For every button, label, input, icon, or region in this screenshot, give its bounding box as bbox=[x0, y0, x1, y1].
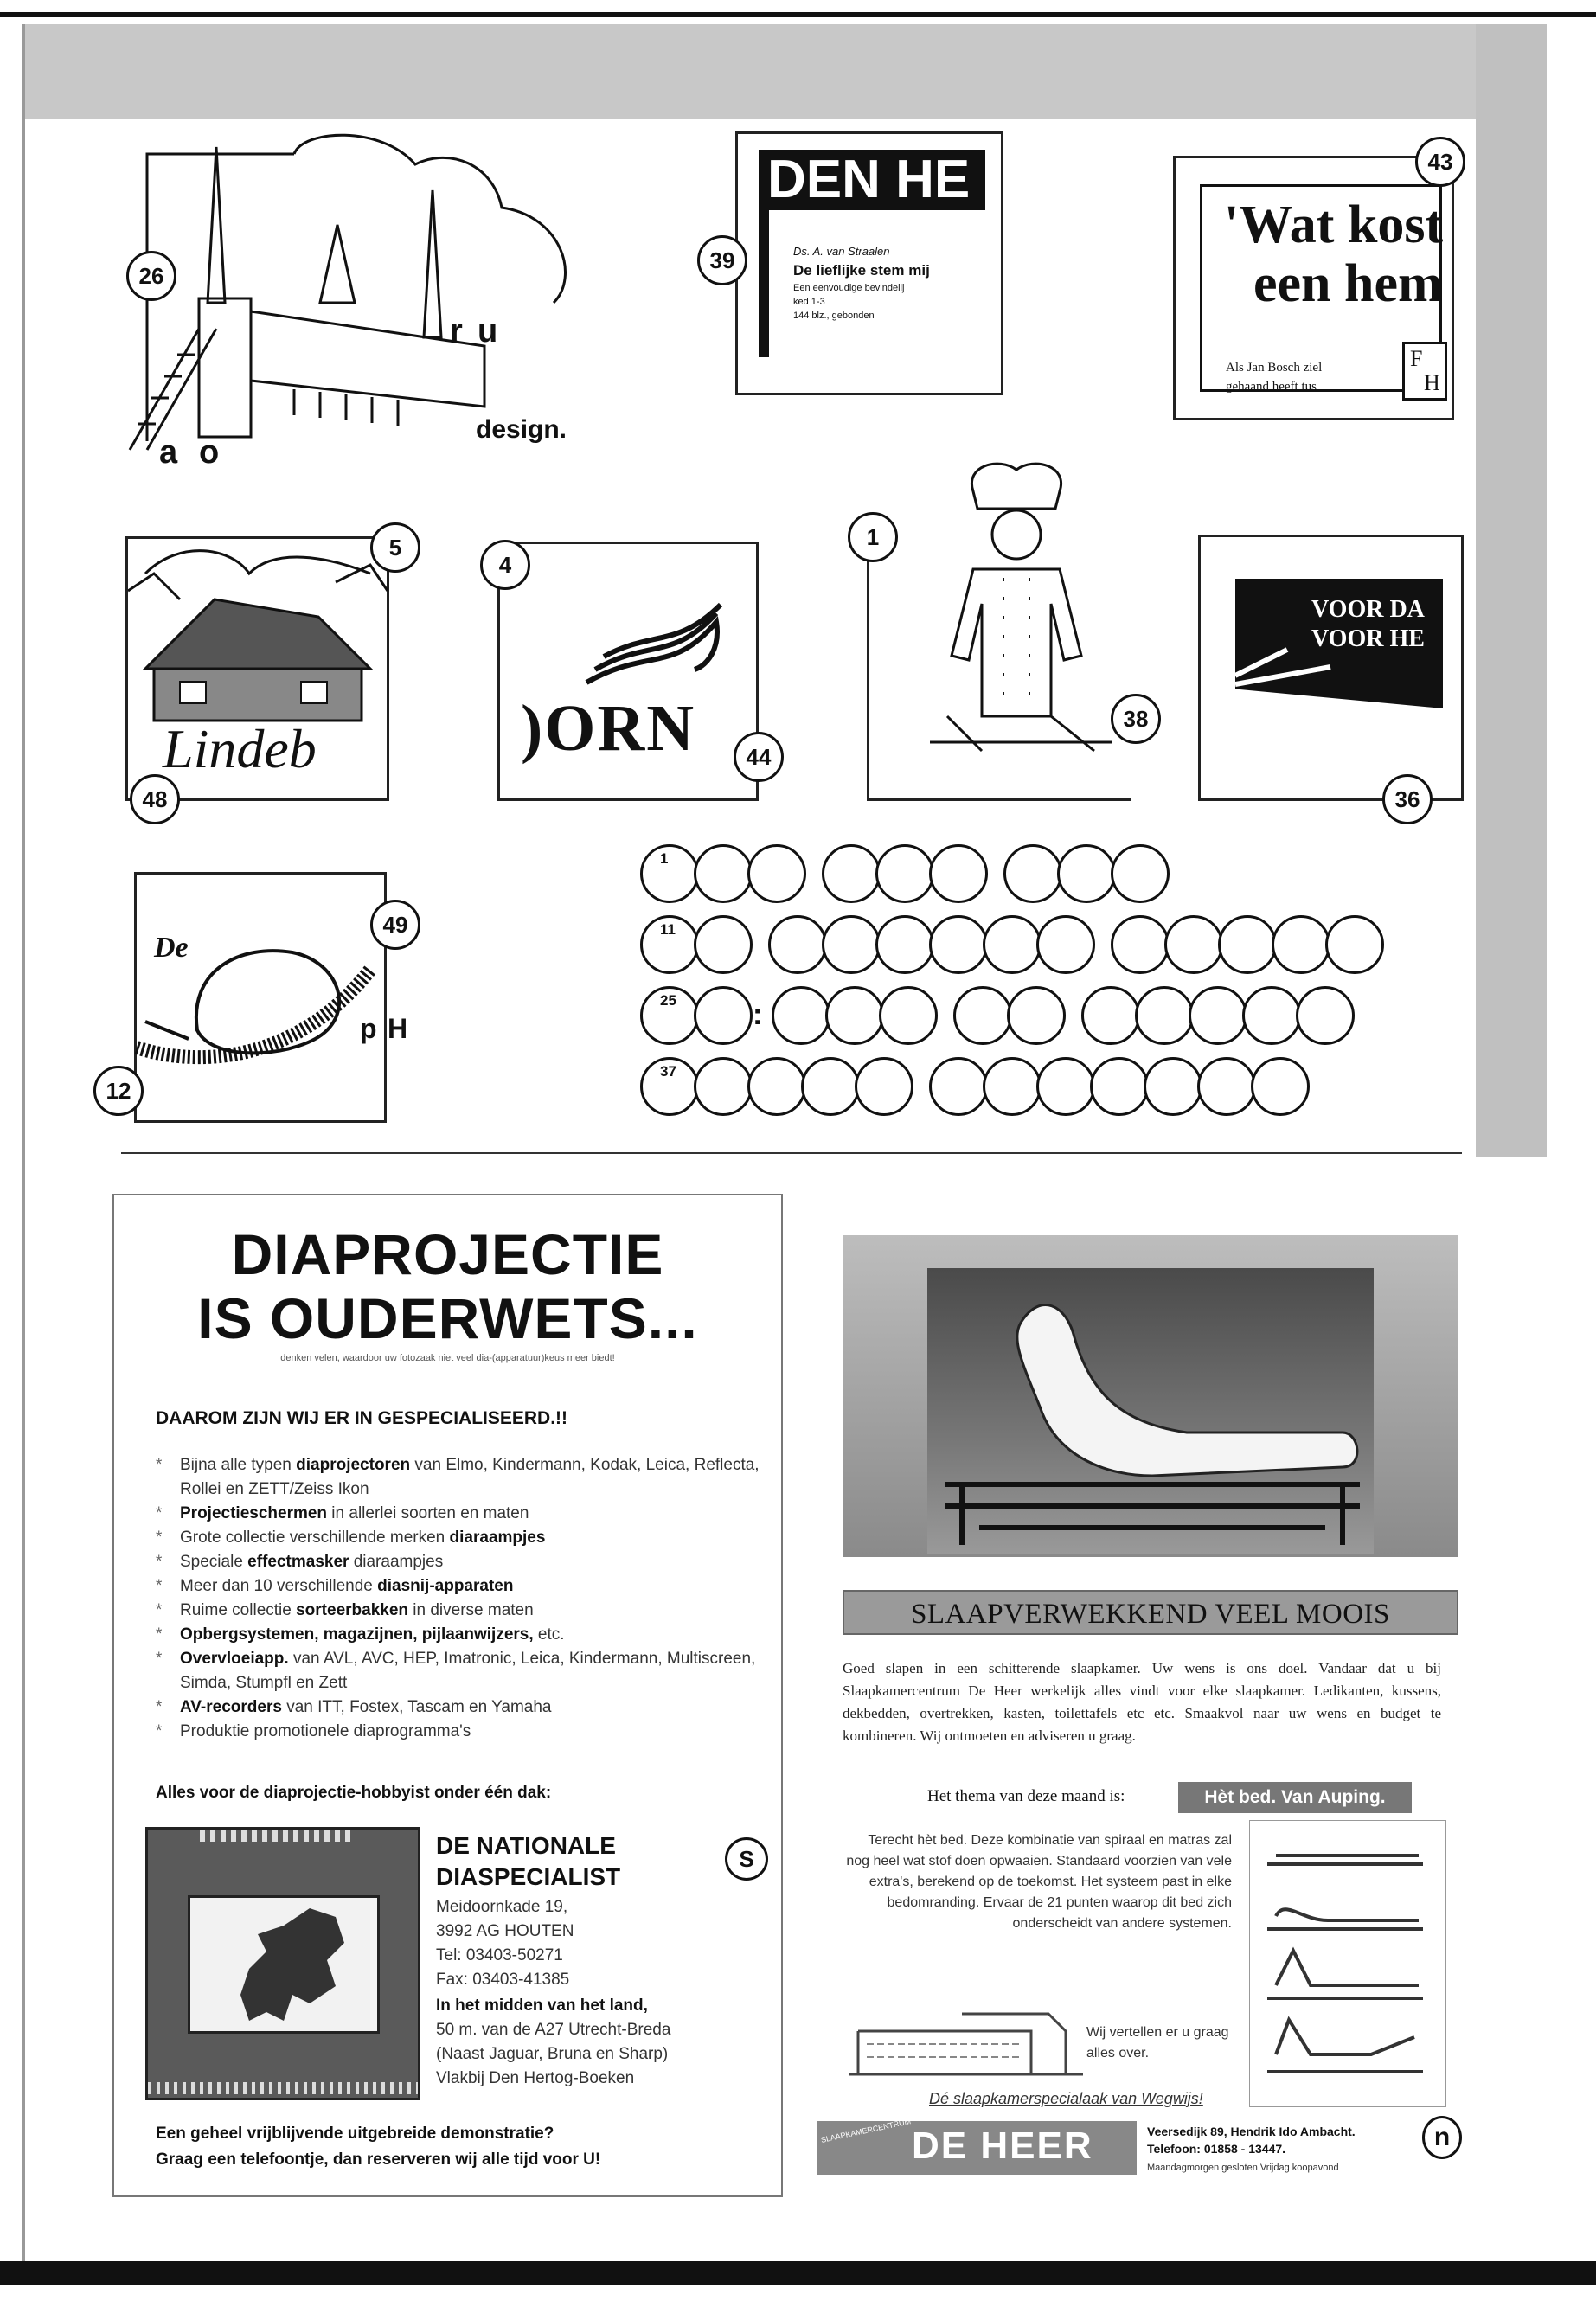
clue-number-36: 36 bbox=[1382, 774, 1433, 824]
answer-cell[interactable] bbox=[1251, 1057, 1310, 1116]
answer-start-number: 1 bbox=[660, 850, 669, 867]
clue-number-48: 48 bbox=[130, 774, 180, 824]
top-band bbox=[24, 24, 1547, 119]
clue-number-44: 44 bbox=[734, 732, 784, 782]
clue-number-49: 49 bbox=[370, 900, 420, 950]
body-paragraph: Terecht hèt bed. Deze kombinatie van spiraal en matras zal nog heel wat stof doen opwaaien. Standaard voorzien van vele extra's, berekend op de toekomst. Het systeem past in elke bedomranding. Ervaar de 21 punten waarop dit bed zich onderscheidt van andere systemen. bbox=[846, 1833, 1232, 1931]
logo-text-u: u bbox=[478, 313, 498, 349]
store-building-illustration bbox=[841, 2005, 1092, 2083]
answer-start-number: 25 bbox=[660, 992, 676, 1009]
logo-text-r: r bbox=[450, 313, 463, 349]
answer-grid bbox=[640, 844, 1471, 1138]
banner-line-1: VOOR DA bbox=[1311, 596, 1425, 623]
answer-cell[interactable] bbox=[1296, 986, 1355, 1045]
answer-cell[interactable] bbox=[640, 844, 699, 903]
bullet-keyword: Opbergsystemen, magazijnen, pijlaanwijzers, bbox=[180, 1625, 534, 1644]
answer-cell[interactable] bbox=[1036, 1057, 1095, 1116]
top-rule bbox=[0, 12, 1596, 17]
logo-text-p: p bbox=[360, 1013, 377, 1044]
answer-cell[interactable] bbox=[1057, 844, 1116, 903]
answer-cell[interactable] bbox=[822, 844, 881, 903]
clue-tile-43 bbox=[1173, 156, 1454, 420]
book-desc-2: ked 1-3 bbox=[793, 297, 825, 307]
book-banner: DEN HE bbox=[759, 150, 985, 210]
logo-small-text: SLAAPKAMERCENTRUM bbox=[820, 2117, 912, 2144]
answer-cell[interactable] bbox=[640, 915, 699, 974]
answer-cell[interactable] bbox=[1003, 844, 1062, 903]
answer-cell[interactable] bbox=[953, 986, 1012, 1045]
closing-line: Wij vertellen er u graag alles over. bbox=[1086, 2025, 1229, 2061]
address-tel: Tel: 03403-50271 bbox=[436, 1946, 563, 1965]
ad-tagline: denken velen, waardoor uw fotozaak niet veel dia-(apparatuur)keus meer biedt! bbox=[280, 1353, 615, 1363]
hobby-line: Alles voor de diaprojectie-hobbyist onder één dak: bbox=[156, 1784, 552, 1802]
slide-strip-top bbox=[200, 1830, 356, 1842]
answer-cell[interactable] bbox=[772, 986, 830, 1045]
bullet-list bbox=[121, 1453, 761, 1744]
answer-start-number: 11 bbox=[660, 921, 676, 938]
answer-cell[interactable] bbox=[1007, 986, 1066, 1045]
clue-number-43: 43 bbox=[1415, 137, 1465, 187]
answer-cell[interactable] bbox=[1189, 986, 1247, 1045]
logo-text-de: De bbox=[154, 932, 189, 964]
answer-cell[interactable] bbox=[747, 1057, 806, 1116]
clue-tile-36 bbox=[1198, 535, 1464, 801]
slogan-banner bbox=[843, 1590, 1458, 1635]
bullet-text: Ruime collectie bbox=[180, 1601, 297, 1619]
answer-cell[interactable] bbox=[1242, 986, 1301, 1045]
bullet-item bbox=[121, 1526, 761, 1550]
bullet-item bbox=[121, 1574, 761, 1599]
answer-cell[interactable] bbox=[1218, 915, 1277, 974]
location-line-1: 50 m. van de A27 Utrecht-Breda bbox=[436, 2021, 671, 2039]
bullet-item bbox=[121, 1453, 761, 1502]
bullet-text: Bijna alle typen bbox=[180, 1456, 297, 1474]
location-line-2: (Naast Jaguar, Bruna en Sharp) bbox=[436, 2045, 669, 2063]
slogan-banner-text: SLAAPVERWEKKEND VEEL MOOIS bbox=[911, 1599, 1390, 1630]
logo-text-o: o bbox=[199, 434, 220, 471]
answer-cell[interactable] bbox=[694, 844, 753, 903]
headline-line-1: 'Wat kost bbox=[1224, 195, 1444, 254]
bullet-item bbox=[121, 1502, 761, 1526]
bullet-keyword: diaprojectoren bbox=[296, 1456, 411, 1474]
answer-cell[interactable] bbox=[1111, 915, 1170, 974]
bullet-keyword: effectmasker bbox=[247, 1553, 349, 1571]
answer-cell[interactable] bbox=[768, 915, 827, 974]
chef-illustration bbox=[913, 457, 1120, 785]
answer-cell[interactable] bbox=[879, 986, 938, 1045]
clue-number-4: 4 bbox=[480, 540, 530, 590]
clue-number-1: 1 bbox=[848, 512, 898, 562]
bullet-item bbox=[121, 1623, 761, 1647]
slide-strip-bottom bbox=[148, 2082, 418, 2094]
clue-number-12: 12 bbox=[93, 1066, 144, 1116]
answer-cell[interactable] bbox=[694, 1057, 753, 1116]
auping-bed-illustration bbox=[927, 1268, 1374, 1554]
bullet-item bbox=[121, 1599, 761, 1623]
answer-cell[interactable] bbox=[875, 844, 934, 903]
clue-number-26: 26 bbox=[126, 251, 176, 301]
footer-line-2: Graag een telefoontje, dan reserveren wij alle tijd voor U! bbox=[156, 2150, 601, 2169]
answer-cell[interactable] bbox=[747, 844, 806, 903]
answer-cell[interactable] bbox=[694, 986, 753, 1045]
answer-cell[interactable] bbox=[983, 915, 1042, 974]
address-city: 3992 AG HOUTEN bbox=[436, 1922, 574, 1940]
right-grey-strip bbox=[1476, 24, 1547, 1157]
answer-cell[interactable] bbox=[855, 1057, 913, 1116]
slide-frame-image bbox=[145, 1827, 420, 2100]
bullet-text: in diverse maten bbox=[408, 1601, 534, 1619]
intro-paragraph: Goed slapen in een schitterende slaapkamer. Uw wens is ons doel. Vandaar dat u bij Slaapkamercentrum De Heer werkelijk alles vindt voor elke slaapkamer. Ledikanten, kussens, dekbedden, overtrekken, kasten, toilettafels etc etc. Smaakvol naar uw wens en budget te kombineren. Wij ontmoeten en adviseren u graag. bbox=[843, 1660, 1441, 1744]
clue-tile-4-44 bbox=[497, 542, 759, 801]
theme-badge: Hèt bed. Van Auping. bbox=[1178, 1782, 1412, 1813]
logo-text-h: H bbox=[388, 1013, 408, 1044]
answer-cell[interactable] bbox=[929, 1057, 988, 1116]
clue-tile-26 bbox=[121, 130, 588, 476]
location-bold: In het midden van het land, bbox=[436, 1997, 648, 2015]
book-title: De lieflijke stem mij bbox=[793, 262, 930, 279]
store-address: Veersedijk 89, Hendrik Ido Ambacht. bbox=[1147, 2125, 1356, 2138]
bullet-item bbox=[121, 1647, 761, 1695]
farmhouse-illustration bbox=[128, 539, 388, 729]
answer-cell[interactable] bbox=[983, 1057, 1042, 1116]
bed-position-icons bbox=[1250, 1821, 1445, 2106]
store-slogan: Dé slaapkamerspecialaak van Wegwijs! bbox=[929, 2090, 1203, 2107]
bullet-text: etc. bbox=[533, 1625, 565, 1644]
answer-cell[interactable] bbox=[1325, 915, 1384, 974]
clue-number-5: 5 bbox=[370, 522, 420, 573]
answer-cell[interactable] bbox=[640, 986, 699, 1045]
bullet-text: Meer dan 10 verschillende bbox=[180, 1577, 378, 1595]
answer-cell[interactable] bbox=[929, 844, 988, 903]
book-pages: 144 blz., gebonden bbox=[793, 311, 875, 321]
bed-positions-panel bbox=[1249, 1820, 1446, 2107]
bullet-text: Speciale bbox=[180, 1553, 248, 1571]
clue-number-39: 39 bbox=[697, 235, 747, 285]
answer-cell[interactable] bbox=[1111, 844, 1170, 903]
monogram-h: H bbox=[1424, 370, 1440, 395]
book-desc: Een eenvoudige bevindelij bbox=[793, 283, 905, 293]
ad-subheading: DAAROM ZIJN WIJ ER IN GESPECIALISEERD.!! bbox=[156, 1408, 568, 1428]
theme-label: Het thema van deze maand is: bbox=[927, 1787, 1125, 1805]
bullet-text: in allerlei soorten en maten bbox=[327, 1504, 529, 1522]
answer-cell[interactable] bbox=[801, 1057, 860, 1116]
ad-title-line-1: DIAPROJECTIE bbox=[231, 1222, 664, 1286]
answer-cell[interactable] bbox=[694, 915, 753, 974]
bullet-text: van ITT, Fostex, Tascam en Yamaha bbox=[281, 1698, 552, 1716]
logo-script-lindeb: Lindeb bbox=[163, 718, 317, 779]
bullet-text: van AVL, AVC, HEP, Imatronic, Leica, Kindermann, Multiscreen, Simda, Stumpfl en Zett bbox=[180, 1650, 756, 1692]
headline-line-2: een hem bbox=[1253, 254, 1443, 313]
left-edge-line bbox=[22, 24, 25, 2265]
netherlands-map-icon bbox=[197, 1900, 370, 2029]
bullet-item bbox=[121, 1720, 761, 1744]
book-author: Ds. A. van Straalen bbox=[793, 245, 890, 258]
bullet-keyword: Projectieschermen bbox=[180, 1504, 328, 1522]
answer-cell[interactable] bbox=[1164, 915, 1223, 974]
footer-line-1: Een geheel vrijblijvende uitgebreide demonstratie? bbox=[156, 2125, 554, 2143]
answer-cell[interactable] bbox=[1135, 986, 1194, 1045]
section-divider bbox=[121, 1152, 1462, 1154]
answer-cell[interactable] bbox=[875, 915, 934, 974]
clue-number-38: 38 bbox=[1111, 694, 1161, 744]
answer-cell[interactable] bbox=[1090, 1057, 1149, 1116]
sub-line-2: gehaand heeft tus bbox=[1226, 380, 1317, 394]
answer-cell[interactable] bbox=[929, 915, 988, 974]
answer-cell[interactable] bbox=[1081, 986, 1140, 1045]
ad-badge-s: S bbox=[725, 1837, 768, 1881]
bullet-keyword: Overvloeiapp. bbox=[180, 1650, 289, 1668]
answer-cell[interactable] bbox=[1197, 1057, 1256, 1116]
ad-badge-n: n bbox=[1422, 2116, 1462, 2159]
answer-cell[interactable] bbox=[825, 986, 884, 1045]
clue-tile-5-48 bbox=[125, 536, 389, 801]
answer-cell[interactable] bbox=[1144, 1057, 1202, 1116]
ad-diaprojectie bbox=[112, 1194, 783, 2197]
location-line-3: Vlakbij Den Hertog-Boeken bbox=[436, 2069, 635, 2087]
store-hours: Maandagmorgen gesloten Vrijdag koopavond bbox=[1147, 2163, 1339, 2173]
bullet-item bbox=[121, 1695, 761, 1720]
logo-text-design: design. bbox=[476, 415, 567, 444]
ad-title-line-2: IS OUDERWETS... bbox=[197, 1286, 698, 1350]
bullet-keyword: diaraampjes bbox=[449, 1529, 546, 1547]
bullet-text: van Elmo, Kindermann, Kodak, Leica, Reflecta, Rollei en ZETT/Zeiss Ikon bbox=[180, 1456, 760, 1498]
answer-cell[interactable] bbox=[1036, 915, 1095, 974]
ad-de-heer bbox=[817, 1235, 1462, 2197]
answer-start-number: 37 bbox=[660, 1063, 676, 1080]
answer-colon: : bbox=[753, 998, 763, 1031]
answer-cell[interactable] bbox=[1272, 915, 1330, 974]
company-name-2: DIASPECIALIST bbox=[436, 1863, 621, 1890]
answer-cell[interactable] bbox=[822, 915, 881, 974]
logo-text-a: a bbox=[159, 434, 178, 471]
logo-text-dorn: )ORN bbox=[521, 692, 696, 765]
bullet-keyword: AV-recorders bbox=[180, 1698, 282, 1716]
clue-tile-1-38 bbox=[867, 535, 1131, 801]
bullet-keyword: sorteerbakken bbox=[296, 1601, 409, 1619]
sub-line-1: Als Jan Bosch ziel bbox=[1226, 361, 1323, 375]
bullet-text: diaraampjes bbox=[349, 1553, 444, 1571]
bed-photo bbox=[927, 1268, 1374, 1554]
slide-window bbox=[188, 1895, 380, 2034]
bullet-keyword: diasnij-apparaten bbox=[377, 1577, 514, 1595]
clue-tile-39 bbox=[735, 131, 1003, 395]
wave-logo bbox=[500, 596, 760, 691]
banner-line-2: VOOR HE bbox=[1311, 625, 1425, 652]
company-name-1: DE NATIONALE bbox=[436, 1832, 616, 1859]
address-fax: Fax: 03403-41385 bbox=[436, 1971, 570, 1989]
swoosh-graphic bbox=[1235, 641, 1339, 693]
bullet-text: Produktie promotionele diaprogramma's bbox=[180, 1722, 471, 1740]
monogram-box bbox=[1402, 342, 1447, 401]
book-spine-bar bbox=[759, 210, 769, 357]
de-heer-logo bbox=[817, 2117, 1137, 2175]
bottom-rule bbox=[0, 2261, 1596, 2285]
bullet-item bbox=[121, 1550, 761, 1574]
address-street: Meidoornkade 19, bbox=[436, 1898, 568, 1916]
answer-cell[interactable] bbox=[640, 1057, 699, 1116]
bullet-text: Grote collectie verschillende merken bbox=[180, 1529, 450, 1547]
logo-main-text: DE HEER bbox=[912, 2125, 1093, 2167]
monogram-f: F bbox=[1410, 346, 1423, 371]
store-phone: Telefoon: 01858 - 13447. bbox=[1147, 2142, 1286, 2156]
